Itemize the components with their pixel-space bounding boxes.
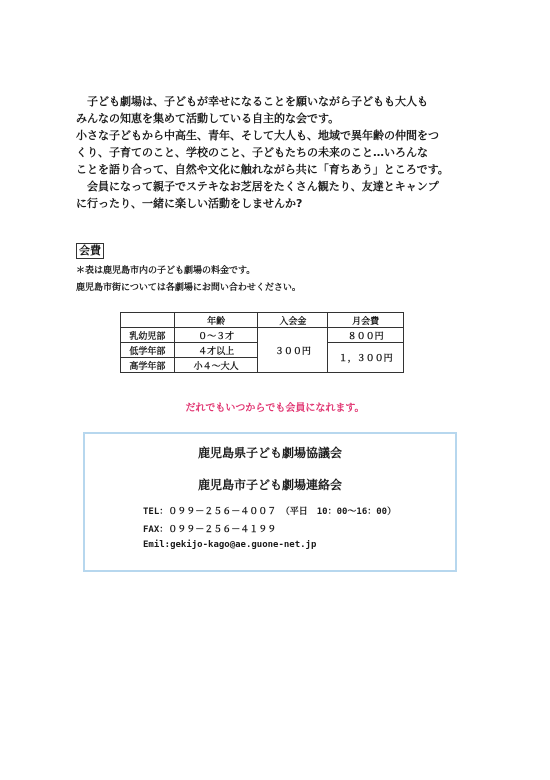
intro-line: 子ども劇場は、子どもが幸せになることを願いながら子どもも大人も — [76, 95, 428, 108]
table-header-row — [121, 313, 404, 328]
org-name-city: 鹿児島市子ども劇場連絡会 — [197, 478, 342, 492]
intro-line: 小さな子どもから中高生、青年、そして大人も、地域で異年齢の仲間をつ — [76, 129, 439, 142]
age-cell: 小４～大人 — [174, 358, 258, 373]
header-monthly: 月会費 — [328, 313, 404, 328]
contact-tel: TEL：０９９－２５６－４００７ （平日 10：00～16：00） — [143, 507, 397, 517]
fee-table — [120, 312, 404, 373]
age-cell: ０～３才 — [174, 328, 258, 343]
fee-note: ＊表は鹿児島市内の子ども劇場の料金です。 — [76, 266, 256, 276]
intro-line: ことを語り合って、自然や文化に触れながら共に「育ちあう」ところです。 — [76, 163, 449, 176]
org-name-prefecture: 鹿児島県子ども劇場協議会 — [197, 446, 342, 460]
group-cell: 低学年部 — [121, 343, 175, 358]
intro-line: みんなの知恵を集めて活動している自主的な会です。 — [76, 112, 340, 125]
group-cell: 乳幼児部 — [121, 328, 175, 343]
fee-note: 鹿児島市街については各劇場にお問い合わせください。 — [76, 283, 301, 293]
intro-line: くり、子育てのこと、学校のこと、子どもたちの未来のこと…いろんな — [76, 146, 428, 159]
contact-email: Emil:gekijo-kago@ae.guone-net.jp — [143, 540, 317, 550]
monthly-fee-cell: １，３００円 — [328, 343, 404, 373]
intro-line: に行ったり、一緒に楽しい活動をしませんか? — [76, 197, 303, 210]
table-row — [121, 328, 404, 343]
group-cell: 高学年部 — [121, 358, 175, 373]
membership-slogan: だれでもいつからでも会員になれます。 — [185, 403, 365, 414]
header-entry: 入会金 — [258, 313, 328, 328]
intro-text — [76, 93, 486, 212]
age-cell: ４才以上 — [174, 343, 258, 358]
intro-line: 会員になって親子でステキなお芝居をたくさん観たり、友達とキャンプ — [76, 180, 439, 193]
header-blank — [121, 313, 175, 328]
monthly-fee-cell: ８００円 — [328, 328, 404, 343]
contact-box — [83, 432, 457, 572]
entry-fee-cell: ３００円 — [258, 328, 328, 373]
fee-heading: 会費 — [76, 243, 104, 259]
header-age: 年齢 — [174, 313, 258, 328]
contact-fax: FAX：０９９－２５６－４１９９ — [143, 525, 277, 535]
